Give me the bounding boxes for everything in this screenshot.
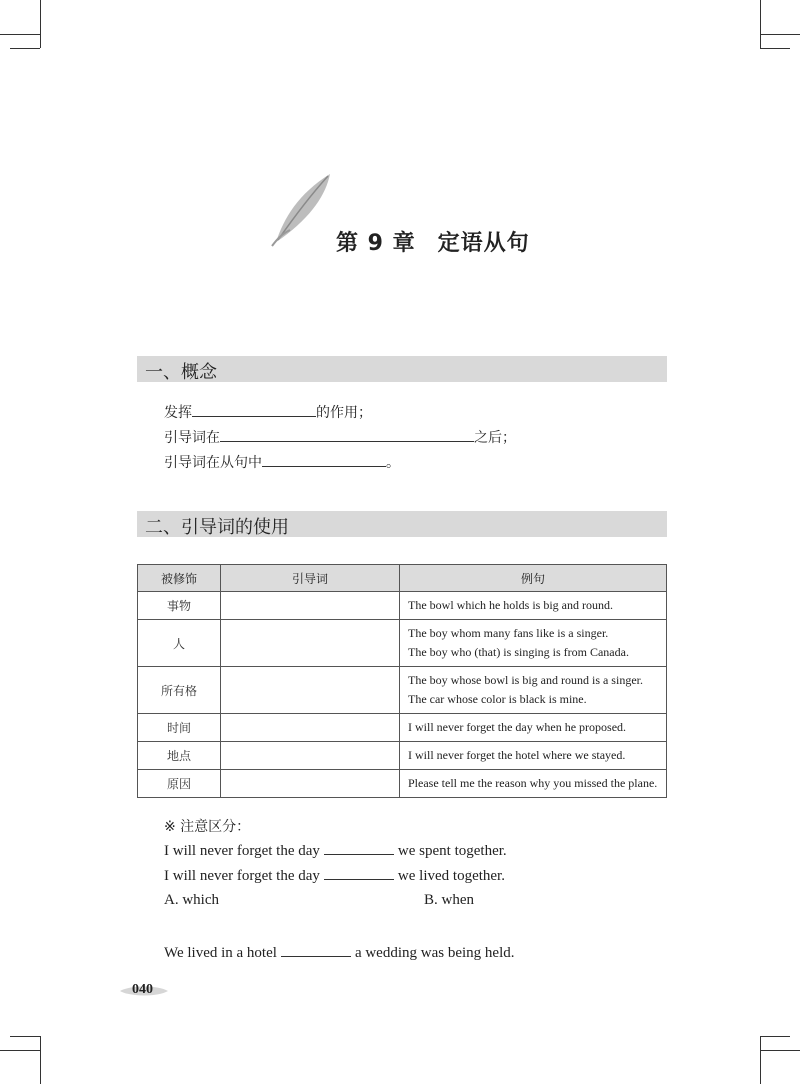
answer-blank[interactable] <box>324 866 394 880</box>
sentence-suffix: we lived together. <box>397 868 505 884</box>
line-suffix: 的作用； <box>316 405 372 421</box>
example-cell <box>400 770 667 798</box>
table-row <box>138 620 667 667</box>
example-sentence: I will never forget the day when he proposed. <box>408 720 627 734</box>
concept-line-1 <box>164 402 372 422</box>
line-prefix: 发挥 <box>164 405 192 421</box>
example-cell <box>400 667 667 714</box>
modified-cell: 所有格 <box>138 667 221 714</box>
example-cell <box>400 620 667 667</box>
relative-word-blank[interactable] <box>221 667 400 714</box>
sentence-prefix: I will never forget the day <box>164 843 320 859</box>
example-sentence: The bowl which he holds is big and round. <box>408 598 613 612</box>
line-prefix: 引导词在从句中 <box>164 455 262 471</box>
table-row <box>138 770 667 798</box>
table-row <box>138 667 667 714</box>
sentence-suffix: we spent together. <box>397 843 507 859</box>
answer-blank[interactable] <box>324 841 394 855</box>
modified-cell: 地点 <box>138 742 221 770</box>
modified-cell: 原因 <box>138 770 221 798</box>
concept-line-2 <box>164 427 516 447</box>
line-prefix: 引导词在 <box>164 430 220 446</box>
answer-blank[interactable] <box>220 427 474 442</box>
section-title: 二、引导词的使用 <box>145 517 289 538</box>
example-sentence: The car whose color is black is mine. <box>408 692 587 706</box>
table-row <box>138 742 667 770</box>
modified-cell: 人 <box>138 620 221 667</box>
option-b: B. when <box>424 892 474 908</box>
example-cell <box>400 742 667 770</box>
example-cell <box>400 714 667 742</box>
answer-blank[interactable] <box>281 943 351 957</box>
example-sentence: I will never forget the hotel where we stayed. <box>408 748 626 762</box>
column-header-modified: 被修饰 <box>138 565 221 592</box>
exercise-line-1 <box>164 841 507 860</box>
section-header-concept <box>137 356 667 382</box>
line-suffix: 之后； <box>474 430 516 446</box>
note-heading: ※ 注意区分： <box>164 819 251 835</box>
page-number: 040 <box>132 982 153 997</box>
chapter-number: 第 9 章 <box>336 231 416 256</box>
sentence-prefix: I will never forget the day <box>164 868 320 884</box>
relative-pronoun-table <box>137 564 667 798</box>
answer-blank[interactable] <box>262 452 386 467</box>
relative-word-blank[interactable] <box>221 592 400 620</box>
example-sentence: The boy who (that) is singing is from Canada. <box>408 645 629 659</box>
relative-word-blank[interactable] <box>221 742 400 770</box>
column-header-relative-word: 引导词 <box>221 565 400 592</box>
chapter-title <box>336 226 530 257</box>
section-title: 一、概念 <box>145 362 217 383</box>
option-a: A. which <box>164 892 219 908</box>
table-row <box>138 592 667 620</box>
example-cell <box>400 592 667 620</box>
section-header-usage <box>137 511 667 537</box>
example-sentence: Please tell me the reason why you missed the plane. <box>408 776 658 790</box>
relative-word-blank[interactable] <box>221 620 400 667</box>
example-sentence: The boy whom many fans like is a singer. <box>408 626 609 640</box>
sentence-suffix: a wedding was being held. <box>354 945 515 961</box>
relative-word-blank[interactable] <box>221 714 400 742</box>
column-header-example: 例句 <box>400 565 667 592</box>
exercise-line-3 <box>164 943 514 962</box>
chapter-name: 定语从句 <box>437 231 530 256</box>
table-header-row <box>138 565 667 592</box>
exercise-line-2 <box>164 866 505 885</box>
concept-line-3 <box>164 452 400 472</box>
modified-cell: 时间 <box>138 714 221 742</box>
table-row <box>138 714 667 742</box>
line-suffix: 。 <box>386 455 400 471</box>
modified-cell: 事物 <box>138 592 221 620</box>
sentence-prefix: We lived in a hotel <box>164 945 277 961</box>
answer-blank[interactable] <box>192 402 316 417</box>
relative-word-blank[interactable] <box>221 770 400 798</box>
example-sentence: The boy whose bowl is big and round is a singer. <box>408 673 643 687</box>
